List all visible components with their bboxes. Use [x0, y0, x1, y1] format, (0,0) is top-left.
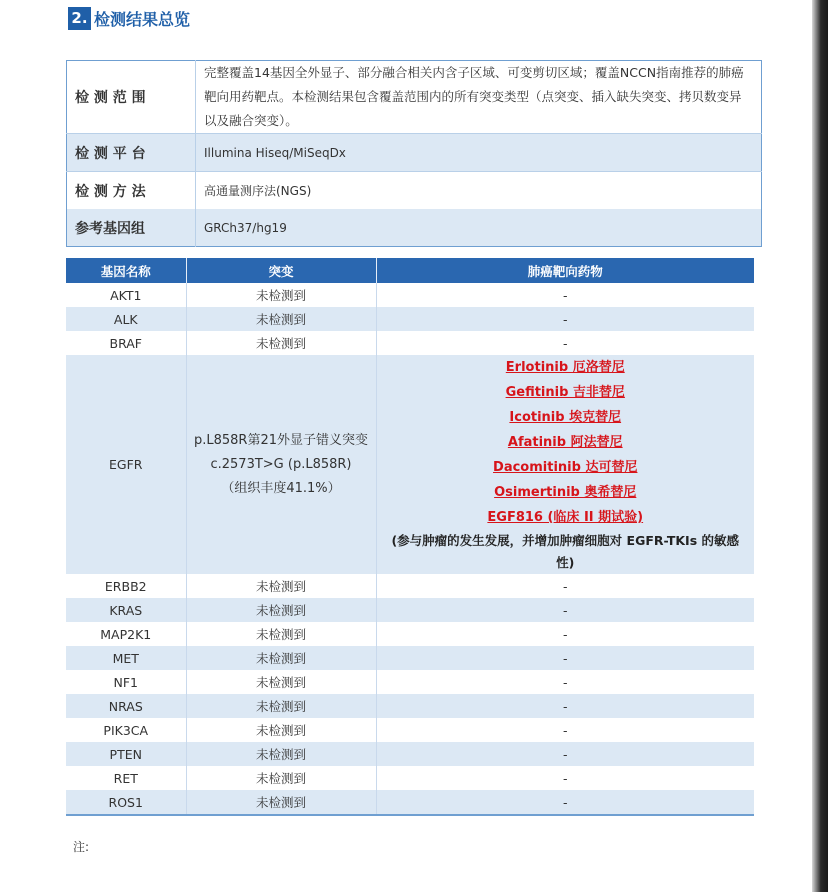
gene-cell: PTEN [66, 742, 186, 766]
drug-link[interactable]: EGF816 (临床 II 期试验) [487, 510, 644, 525]
drug-link[interactable]: Gefitinib 吉非替尼 [505, 385, 625, 400]
info-value: 高通量测序法(NGS) [196, 172, 762, 210]
drug-cell: - [562, 674, 568, 690]
gene-cell: PIK3CA [66, 718, 186, 742]
gene-cell: KRAS [66, 598, 186, 622]
mutation-cell: 未检测到 [186, 670, 376, 694]
page-edge-shadow [812, 0, 828, 892]
mutation-cell: 未检测到 [186, 694, 376, 718]
info-label: 检 测 方 法 [67, 172, 196, 210]
table-row-egfr [66, 355, 754, 574]
info-row-genome [67, 209, 762, 247]
table-row [66, 718, 754, 742]
gene-cell: RET [66, 766, 186, 790]
mutation-cell: 未检测到 [186, 622, 376, 646]
section-heading [68, 6, 190, 30]
header-drug: 肺癌靶向药物 [376, 258, 754, 283]
table-row [66, 646, 754, 670]
gene-cell: AKT1 [66, 283, 186, 307]
info-label: 参考基因组 [67, 209, 196, 247]
info-value: GRCh37/hg19 [196, 209, 762, 247]
gene-cell: MET [66, 646, 186, 670]
mutation-line: p.L858R第21外显子错义突变 [193, 432, 368, 448]
mutation-cell: 未检测到 [186, 718, 376, 742]
table-row [66, 598, 754, 622]
drug-cell: - [376, 598, 754, 622]
mutation-cell: 未检测到 [186, 598, 376, 622]
table-header-row [66, 258, 754, 283]
test-info-table [66, 60, 762, 247]
gene-cell: ERBB2 [66, 574, 186, 598]
gene-results-table [66, 258, 754, 816]
drug-cell: - [376, 307, 754, 331]
mutation-cell: 未检测到 [186, 283, 376, 307]
info-row-method [67, 172, 762, 210]
table-row [66, 622, 754, 646]
mutation-cell: 未检测到 [186, 766, 376, 790]
table-row [66, 670, 754, 694]
drug-cell: - [562, 626, 568, 642]
header-gene: 基因名称 [66, 258, 186, 283]
drug-cell: - [562, 770, 568, 786]
drug-cell: - [376, 742, 754, 766]
mutation-cell: 未检测到 [186, 790, 376, 815]
mutation-line: （组织丰度41.1%） [221, 480, 341, 496]
info-row-scope [67, 61, 762, 134]
drug-note: (参与肿瘤的发生发展，并增加肿瘤细胞对 EGFR-TKIs 的敏感性) [391, 533, 740, 570]
table-row [66, 283, 754, 307]
info-value: 完整覆盖14基因全外显子、部分融合相关内含子区域、可变剪切区域；覆盖NCCN指南推荐的肺癌靶向用药靶点。本检测结果包含覆盖范围内的所有突变类型（点突变、插入缺失突变、拷贝数变异以及融合突变）。 [196, 61, 762, 134]
gene-cell: ROS1 [66, 790, 186, 815]
info-label: 检 测 平 台 [67, 134, 196, 172]
table-row [66, 790, 754, 815]
info-value: Illumina Hiseq/MiSeqDx [196, 134, 762, 172]
table-row [66, 331, 754, 355]
mutation-cell: 未检测到 [186, 574, 376, 598]
drug-cell: - [376, 646, 754, 670]
drug-cell [376, 355, 754, 574]
table-row [66, 694, 754, 718]
gene-cell: EGFR [66, 355, 186, 574]
table-row [66, 574, 754, 598]
table-row [66, 742, 754, 766]
gene-cell: NRAS [66, 694, 186, 718]
gene-cell: MAP2K1 [66, 622, 186, 646]
drug-cell: - [562, 578, 568, 594]
drug-cell: - [562, 287, 568, 303]
mutation-cell: 未检测到 [186, 742, 376, 766]
drug-link[interactable]: Osimertinib 奥希替尼 [494, 485, 637, 500]
drug-cell: - [376, 790, 754, 815]
info-row-platform [67, 134, 762, 172]
drug-link[interactable]: Afatinib 阿法替尼 [507, 435, 623, 450]
note-label: 注: [73, 840, 90, 854]
table-row [66, 307, 754, 331]
section-title: 检测结果总览 [94, 9, 191, 29]
header-mutation: 突变 [186, 258, 376, 283]
gene-cell: NF1 [66, 670, 186, 694]
mutation-line: c.2573T>G (p.L858R) [210, 456, 352, 472]
gene-cell: ALK [66, 307, 186, 331]
drug-cell: - [562, 335, 568, 351]
drug-cell: - [562, 722, 568, 738]
info-label: 检 测 范 围 [67, 61, 196, 134]
mutation-cell: 未检测到 [186, 331, 376, 355]
mutation-cell: 未检测到 [186, 646, 376, 670]
mutation-cell [186, 355, 376, 574]
section-number: 2. [68, 7, 91, 30]
drug-link[interactable]: Dacomitinib 达可替尼 [493, 460, 638, 475]
gene-cell: BRAF [66, 331, 186, 355]
mutation-cell: 未检测到 [186, 307, 376, 331]
drug-cell: - [376, 694, 754, 718]
drug-link[interactable]: Icotinib 埃克替尼 [509, 410, 622, 425]
drug-link[interactable]: Erlotinib 厄洛替尼 [505, 360, 625, 375]
table-row [66, 766, 754, 790]
